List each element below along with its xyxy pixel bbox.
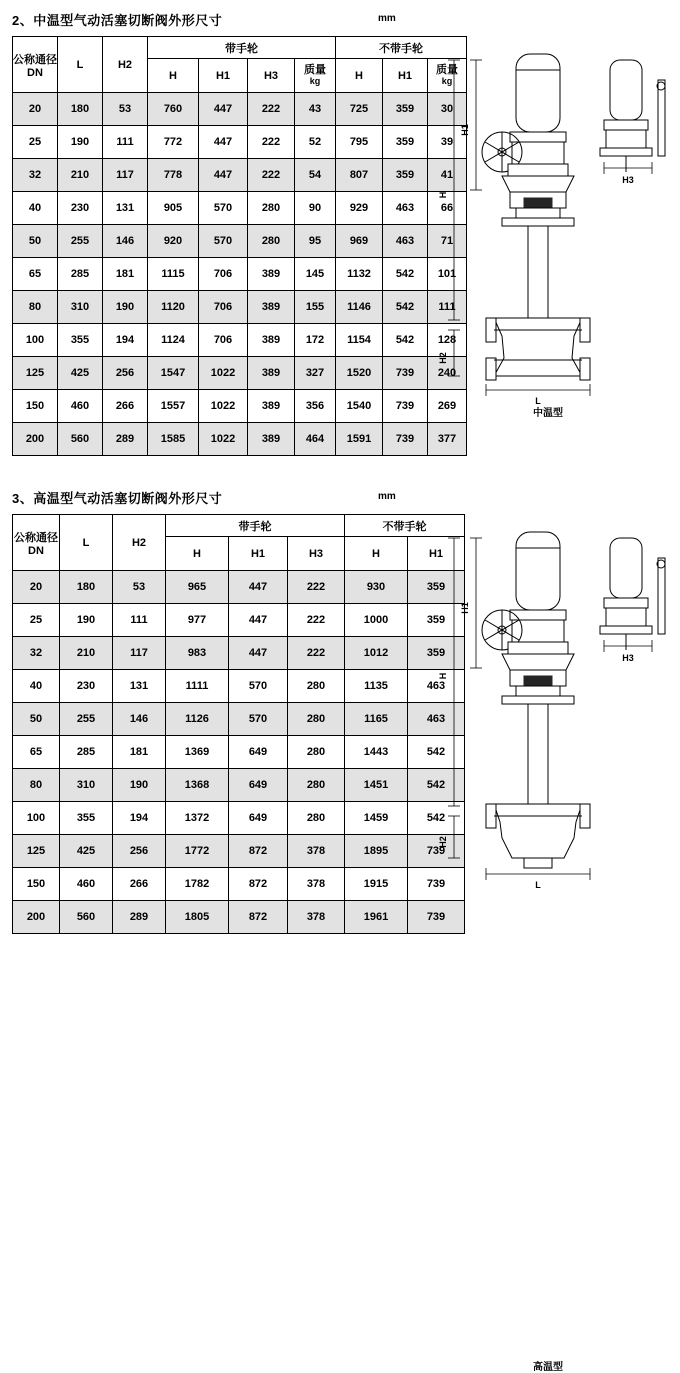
- cell-h1-b: 359: [408, 637, 465, 670]
- cell-h: 1585: [148, 423, 199, 456]
- cell-h-b: 1961: [345, 901, 408, 934]
- cell-h1: 447: [229, 604, 288, 637]
- cell-h: 1369: [166, 736, 229, 769]
- header-h: H: [166, 537, 229, 571]
- cell-mass: 95: [295, 225, 336, 258]
- cell-mass: 464: [295, 423, 336, 456]
- cell-h1-b: 542: [383, 291, 428, 324]
- cell-h1-b: 463: [408, 670, 465, 703]
- cell-h-b: 725: [336, 93, 383, 126]
- cell-h1-b: 359: [408, 604, 465, 637]
- cell-l: 460: [60, 868, 113, 901]
- header-mass-label: 质量: [304, 64, 326, 76]
- dim-label-h2: H2: [438, 352, 448, 364]
- cell-mass: 356: [295, 390, 336, 423]
- cell-l: 190: [58, 126, 103, 159]
- table-row: [13, 357, 467, 390]
- section-title: 2、中温型气动活塞切断阀外形尺寸: [12, 13, 223, 28]
- cell-h1-b: 542: [408, 769, 465, 802]
- cell-l: 310: [58, 291, 103, 324]
- cell-h1: 706: [199, 258, 248, 291]
- cell-h: 1368: [166, 769, 229, 802]
- cell-dn: 50: [13, 703, 60, 736]
- cell-h3: 378: [288, 901, 345, 934]
- cell-h3: 389: [248, 357, 295, 390]
- cell-h1-b: 739: [383, 357, 428, 390]
- cell-dn: 150: [13, 868, 60, 901]
- cell-h: 1772: [166, 835, 229, 868]
- dim-label-h1: H1: [460, 602, 470, 614]
- cell-dn: 32: [13, 159, 58, 192]
- cell-dn: 125: [13, 835, 60, 868]
- cell-mass-b: 269: [428, 390, 467, 423]
- cell-l: 230: [60, 670, 113, 703]
- cell-h1-b: 739: [408, 901, 465, 934]
- header-without-handwheel: 不带手轮: [345, 515, 465, 537]
- cell-h: 977: [166, 604, 229, 637]
- cell-h1: 872: [229, 835, 288, 868]
- cell-l: 255: [60, 703, 113, 736]
- header-h3: H3: [288, 537, 345, 571]
- cell-h-b: 1146: [336, 291, 383, 324]
- cell-mass-b: 39: [428, 126, 467, 159]
- cell-h1-b: 359: [383, 93, 428, 126]
- cell-l: 355: [60, 802, 113, 835]
- cell-h3: 280: [288, 703, 345, 736]
- table-row: [13, 835, 465, 868]
- header-h: H: [148, 59, 199, 93]
- cell-h1: 447: [199, 159, 248, 192]
- cell-dn: 20: [13, 93, 58, 126]
- cell-h1: 570: [199, 192, 248, 225]
- cell-dn: 20: [13, 571, 60, 604]
- header-h-b: H: [345, 537, 408, 571]
- table-row: [13, 93, 467, 126]
- cell-h: 965: [166, 571, 229, 604]
- cell-h2: 117: [103, 159, 148, 192]
- table-row: [13, 901, 465, 934]
- cell-mass: 90: [295, 192, 336, 225]
- cell-h2: 256: [113, 835, 166, 868]
- cell-h2: 146: [103, 225, 148, 258]
- header-h3: H3: [248, 59, 295, 93]
- cell-l: 425: [58, 357, 103, 390]
- table-row: [13, 604, 465, 637]
- cell-h2: 146: [113, 703, 166, 736]
- cell-l: 180: [60, 571, 113, 604]
- cell-h1-b: 359: [383, 126, 428, 159]
- cell-h3: 280: [248, 225, 295, 258]
- cell-dn: 100: [13, 802, 60, 835]
- cell-h3: 222: [288, 571, 345, 604]
- cell-h-b: 1540: [336, 390, 383, 423]
- table-row: [13, 802, 465, 835]
- cell-dn: 25: [13, 604, 60, 637]
- cell-l: 190: [60, 604, 113, 637]
- table-row: [13, 736, 465, 769]
- cell-h1: 1022: [199, 423, 248, 456]
- cell-l: 285: [60, 736, 113, 769]
- cell-h1-b: 463: [383, 192, 428, 225]
- cell-h-b: 1591: [336, 423, 383, 456]
- dim-label-h3: H3: [622, 653, 634, 663]
- header-l: L: [60, 515, 113, 571]
- cell-h3: 389: [248, 258, 295, 291]
- cell-h-b: 929: [336, 192, 383, 225]
- cell-dn: 200: [13, 901, 60, 934]
- cell-dn: 65: [13, 736, 60, 769]
- cell-dn: 32: [13, 637, 60, 670]
- cell-mass-b: 71: [428, 225, 467, 258]
- cell-h-b: 795: [336, 126, 383, 159]
- dim-label-h: H: [438, 672, 448, 680]
- cell-h2: 117: [113, 637, 166, 670]
- cell-h-b: 1895: [345, 835, 408, 868]
- header-h2: H2: [103, 37, 148, 93]
- cell-h1-b: 359: [408, 571, 465, 604]
- cell-h-b: 1451: [345, 769, 408, 802]
- cell-h3: 280: [288, 736, 345, 769]
- cell-h3: 280: [288, 769, 345, 802]
- cell-h1: 1022: [199, 357, 248, 390]
- dim-label-h2: H2: [438, 836, 448, 848]
- cell-h2: 266: [113, 868, 166, 901]
- cell-h1: 706: [199, 291, 248, 324]
- cell-h2: 289: [103, 423, 148, 456]
- cell-h3: 222: [248, 126, 295, 159]
- cell-mass-b: 41: [428, 159, 467, 192]
- cell-h: 1547: [148, 357, 199, 390]
- valve-drawing-medium: [424, 40, 672, 430]
- cell-h: 772: [148, 126, 199, 159]
- cell-mass: 145: [295, 258, 336, 291]
- cell-h-b: 1443: [345, 736, 408, 769]
- cell-h-b: 1000: [345, 604, 408, 637]
- cell-dn: 40: [13, 670, 60, 703]
- cell-mass: 52: [295, 126, 336, 159]
- cell-h: 920: [148, 225, 199, 258]
- dim-label-h: H: [438, 191, 448, 199]
- cell-h2: 256: [103, 357, 148, 390]
- cell-l: 425: [60, 835, 113, 868]
- cell-h1: 649: [229, 802, 288, 835]
- cell-h1: 570: [199, 225, 248, 258]
- cell-l: 560: [60, 901, 113, 934]
- cell-mass: 43: [295, 93, 336, 126]
- cell-h-b: 930: [345, 571, 408, 604]
- cell-h1: 447: [229, 571, 288, 604]
- cell-h3: 389: [248, 423, 295, 456]
- cell-h: 1111: [166, 670, 229, 703]
- table-row: [13, 423, 467, 456]
- cell-h2: 194: [113, 802, 166, 835]
- cell-h: 1115: [148, 258, 199, 291]
- cell-h: 1782: [166, 868, 229, 901]
- table-row: [13, 225, 467, 258]
- cell-h2: 194: [103, 324, 148, 357]
- cell-dn: 40: [13, 192, 58, 225]
- cell-h-b: 807: [336, 159, 383, 192]
- header-mass-b-unit: kg: [441, 76, 453, 86]
- section-title: 3、高温型气动活塞切断阀外形尺寸: [12, 491, 223, 506]
- cell-h3: 389: [248, 291, 295, 324]
- cell-mass-b: 66: [428, 192, 467, 225]
- cell-h1-b: 463: [408, 703, 465, 736]
- cell-h1: 649: [229, 769, 288, 802]
- cell-h1-b: 463: [383, 225, 428, 258]
- cell-h1-b: 542: [383, 324, 428, 357]
- cell-h2: 131: [113, 670, 166, 703]
- cell-h-b: 1520: [336, 357, 383, 390]
- cell-h-b: 1154: [336, 324, 383, 357]
- cell-h2: 190: [113, 769, 166, 802]
- table-row: [13, 291, 467, 324]
- cell-h3: 280: [288, 802, 345, 835]
- cell-l: 460: [58, 390, 103, 423]
- cell-h3: 222: [248, 93, 295, 126]
- dim-label-h3: H3: [622, 175, 634, 185]
- drawing-caption: 中温型: [533, 408, 563, 419]
- table-row: [13, 571, 465, 604]
- cell-h2: 53: [113, 571, 166, 604]
- cell-dn: 80: [13, 291, 58, 324]
- cell-dn: 65: [13, 258, 58, 291]
- header-h1-b: H1: [383, 59, 428, 93]
- cell-h-b: 1915: [345, 868, 408, 901]
- cell-h3: 280: [248, 192, 295, 225]
- cell-l: 355: [58, 324, 103, 357]
- cell-dn: 50: [13, 225, 58, 258]
- cell-h2: 266: [103, 390, 148, 423]
- cell-l: 310: [60, 769, 113, 802]
- cell-mass: 54: [295, 159, 336, 192]
- cell-h1: 1022: [199, 390, 248, 423]
- dimension-table-medium: [12, 36, 467, 456]
- header-mass-b-label: 质量: [436, 64, 458, 76]
- table-row: [13, 703, 465, 736]
- cell-l: 210: [58, 159, 103, 192]
- cell-l: 230: [58, 192, 103, 225]
- table-row: [13, 769, 465, 802]
- cell-h2: 289: [113, 901, 166, 934]
- cell-h2: 53: [103, 93, 148, 126]
- header-dn: 公称通径DN: [13, 515, 60, 571]
- table-row: [13, 159, 467, 192]
- cell-mass: 155: [295, 291, 336, 324]
- cell-h1: 570: [229, 703, 288, 736]
- drawing-caption: 高温型: [533, 1362, 563, 1373]
- table-row: [13, 637, 465, 670]
- cell-h2: 111: [113, 604, 166, 637]
- cell-h3: 280: [288, 670, 345, 703]
- cell-h: 778: [148, 159, 199, 192]
- cell-mass-b: 377: [428, 423, 467, 456]
- cell-mass-b: 111: [428, 291, 467, 324]
- cell-h3: 389: [248, 324, 295, 357]
- cell-h2: 181: [113, 736, 166, 769]
- table-row: [13, 390, 467, 423]
- cell-l: 560: [58, 423, 103, 456]
- cell-dn: 200: [13, 423, 58, 456]
- header-with-handwheel: 带手轮: [166, 515, 345, 537]
- cell-mass: 327: [295, 357, 336, 390]
- cell-l: 255: [58, 225, 103, 258]
- cell-h2: 131: [103, 192, 148, 225]
- cell-h3: 222: [288, 637, 345, 670]
- cell-h: 1126: [166, 703, 229, 736]
- dim-label-l: L: [535, 880, 541, 890]
- header-h2: H2: [113, 515, 166, 571]
- cell-h3: 378: [288, 835, 345, 868]
- cell-h1-b: 739: [408, 835, 465, 868]
- cell-mass-b: 101: [428, 258, 467, 291]
- cell-mass-b: 128: [428, 324, 467, 357]
- header-with-handwheel: 带手轮: [148, 37, 336, 59]
- header-h1: H1: [199, 59, 248, 93]
- cell-dn: 100: [13, 324, 58, 357]
- cell-h1: 447: [199, 93, 248, 126]
- table-row: [13, 192, 467, 225]
- cell-h-b: 1459: [345, 802, 408, 835]
- cell-h1: 872: [229, 901, 288, 934]
- dim-label-l: L: [535, 396, 541, 406]
- cell-h2: 181: [103, 258, 148, 291]
- cell-h3: 378: [288, 868, 345, 901]
- cell-h1: 649: [229, 736, 288, 769]
- cell-h1-b: 359: [383, 159, 428, 192]
- cell-h2: 190: [103, 291, 148, 324]
- cell-h1-b: 739: [383, 423, 428, 456]
- cell-h3: 222: [248, 159, 295, 192]
- cell-h-b: 1165: [345, 703, 408, 736]
- table-row: [13, 324, 467, 357]
- cell-h: 983: [166, 637, 229, 670]
- header-mass-unit: kg: [309, 76, 321, 86]
- cell-l: 180: [58, 93, 103, 126]
- cell-h1-b: 739: [383, 390, 428, 423]
- header-dn: 公称通径DN: [13, 37, 58, 93]
- cell-h-b: 1012: [345, 637, 408, 670]
- cell-h: 1372: [166, 802, 229, 835]
- valve-drawing-high: [424, 518, 672, 908]
- cell-h1-b: 542: [408, 802, 465, 835]
- cell-h1: 706: [199, 324, 248, 357]
- cell-dn: 125: [13, 357, 58, 390]
- cell-h1: 447: [199, 126, 248, 159]
- cell-h: 905: [148, 192, 199, 225]
- header-h1-b: H1: [408, 537, 465, 571]
- unit-label: mm: [378, 491, 396, 502]
- cell-h: 1557: [148, 390, 199, 423]
- cell-h1-b: 542: [408, 736, 465, 769]
- cell-dn: 150: [13, 390, 58, 423]
- dimension-table-high: [12, 514, 465, 934]
- header-without-handwheel: 不带手轮: [336, 37, 467, 59]
- cell-h2: 111: [103, 126, 148, 159]
- table-row: [13, 126, 467, 159]
- cell-l: 210: [60, 637, 113, 670]
- header-h1: H1: [229, 537, 288, 571]
- cell-dn: 80: [13, 769, 60, 802]
- cell-l: 285: [58, 258, 103, 291]
- table-row: [13, 670, 465, 703]
- cell-h1: 447: [229, 637, 288, 670]
- unit-label: mm: [378, 13, 396, 24]
- cell-h1: 570: [229, 670, 288, 703]
- cell-h: 760: [148, 93, 199, 126]
- cell-h-b: 1132: [336, 258, 383, 291]
- table-row: [13, 868, 465, 901]
- table-row: [13, 258, 467, 291]
- cell-h-b: 969: [336, 225, 383, 258]
- cell-mass-b: 30: [428, 93, 467, 126]
- cell-h3: 222: [288, 604, 345, 637]
- cell-h: 1805: [166, 901, 229, 934]
- cell-h1-b: 542: [383, 258, 428, 291]
- header-l: L: [58, 37, 103, 93]
- cell-h1-b: 739: [408, 868, 465, 901]
- cell-h: 1120: [148, 291, 199, 324]
- cell-h3: 389: [248, 390, 295, 423]
- cell-h1: 872: [229, 868, 288, 901]
- cell-h-b: 1135: [345, 670, 408, 703]
- header-mass: [295, 59, 336, 93]
- dim-label-h1: H1: [460, 124, 470, 136]
- cell-h: 1124: [148, 324, 199, 357]
- cell-mass: 172: [295, 324, 336, 357]
- cell-mass-b: 240: [428, 357, 467, 390]
- header-h-b: H: [336, 59, 383, 93]
- cell-dn: 25: [13, 126, 58, 159]
